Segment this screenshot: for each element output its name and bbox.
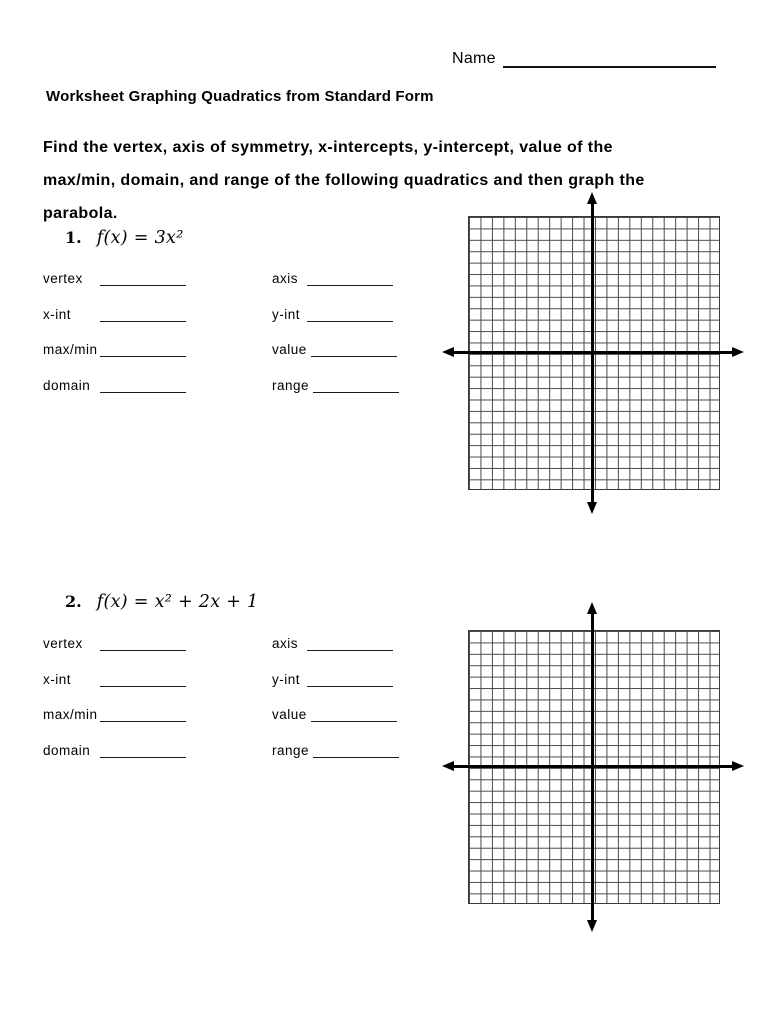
- field-label: value: [272, 707, 307, 723]
- blank-line: [100, 270, 186, 286]
- field-row: [43, 377, 413, 413]
- field-range: [272, 377, 413, 394]
- x-axis: [453, 351, 733, 354]
- blank-line: [307, 635, 393, 651]
- field-row: [43, 706, 413, 742]
- field-row: [43, 742, 413, 778]
- blank-line: [313, 377, 399, 393]
- problem-2-header: [65, 592, 259, 612]
- problem-1-fields: [43, 270, 413, 412]
- field-max-min: [43, 341, 272, 358]
- field-row: [43, 671, 413, 707]
- problem-1-number: 1.: [65, 228, 82, 247]
- name-row: [452, 49, 716, 68]
- field-label: domain: [43, 742, 91, 758]
- blank-line: [313, 742, 399, 758]
- x-axis: [453, 765, 733, 768]
- blank-line: [311, 341, 397, 357]
- field-label: range: [272, 742, 310, 758]
- field-label: vertex: [43, 271, 83, 286]
- blank-line: [100, 341, 186, 357]
- field-x-int: [43, 306, 272, 323]
- field-label: value: [272, 342, 307, 358]
- arrow-left-icon: [442, 761, 454, 771]
- problem-1-equation: f(x) = 3x²: [96, 228, 184, 248]
- field-row: [43, 270, 413, 306]
- arrow-down-icon: [587, 920, 597, 932]
- blank-line: [100, 671, 186, 687]
- arrow-left-icon: [442, 347, 454, 357]
- arrow-right-icon: [732, 347, 744, 357]
- problem-2-fields: [43, 635, 413, 777]
- field-domain: [43, 742, 272, 759]
- page-title: Worksheet Graphing Quadratics from Standard Form: [46, 88, 434, 105]
- blank-line: [307, 306, 393, 322]
- arrow-up-icon: [587, 192, 597, 204]
- instructions-line: max/min, domain, and range of the following quadratics and then graph the: [43, 172, 645, 189]
- field-row: [43, 341, 413, 377]
- field-vertex: [43, 270, 272, 287]
- field-value: [272, 341, 413, 358]
- field-label: axis: [272, 636, 299, 651]
- field-vertex: [43, 635, 272, 652]
- blank-line: [307, 671, 393, 687]
- coordinate-grid-1: [443, 193, 743, 513]
- field-label: x-int: [43, 671, 72, 687]
- problem-2-number: 2.: [65, 592, 82, 611]
- field-label: max/min: [43, 342, 98, 358]
- field-label: max/min: [43, 707, 98, 723]
- field-range: [272, 742, 413, 759]
- field-row: [43, 306, 413, 342]
- blank-line: [100, 635, 186, 651]
- blank-line: [100, 377, 186, 393]
- problem-1-header: [65, 228, 184, 248]
- field-value: [272, 706, 413, 723]
- arrow-down-icon: [587, 502, 597, 514]
- field-label: x-int: [43, 306, 72, 322]
- blank-line: [100, 742, 186, 758]
- field-y-int: [272, 306, 413, 323]
- field-label: vertex: [43, 636, 83, 651]
- field-y-int: [272, 671, 413, 688]
- field-max-min: [43, 706, 272, 723]
- blank-line: [100, 306, 186, 322]
- arrow-right-icon: [732, 761, 744, 771]
- field-axis: [272, 635, 413, 652]
- coordinate-grid-2: [443, 603, 743, 933]
- arrow-up-icon: [587, 602, 597, 614]
- blank-line: [100, 706, 186, 722]
- field-row: [43, 635, 413, 671]
- instructions-line: parabola.: [43, 205, 118, 222]
- instructions-line: Find the vertex, axis of symmetry, x-intercepts, y-intercept, value of the: [43, 139, 613, 156]
- field-label: domain: [43, 377, 91, 393]
- name-blank-line: [503, 49, 716, 68]
- name-label: Name: [452, 50, 496, 67]
- problem-2-equation: f(x) = x² + 2x + 1: [96, 592, 259, 612]
- blank-line: [307, 270, 393, 286]
- field-label: y-int: [272, 306, 301, 322]
- field-label: y-int: [272, 671, 301, 687]
- field-domain: [43, 377, 272, 394]
- field-x-int: [43, 671, 272, 688]
- blank-line: [311, 706, 397, 722]
- field-label: axis: [272, 271, 299, 286]
- field-label: range: [272, 377, 310, 393]
- field-axis: [272, 270, 413, 287]
